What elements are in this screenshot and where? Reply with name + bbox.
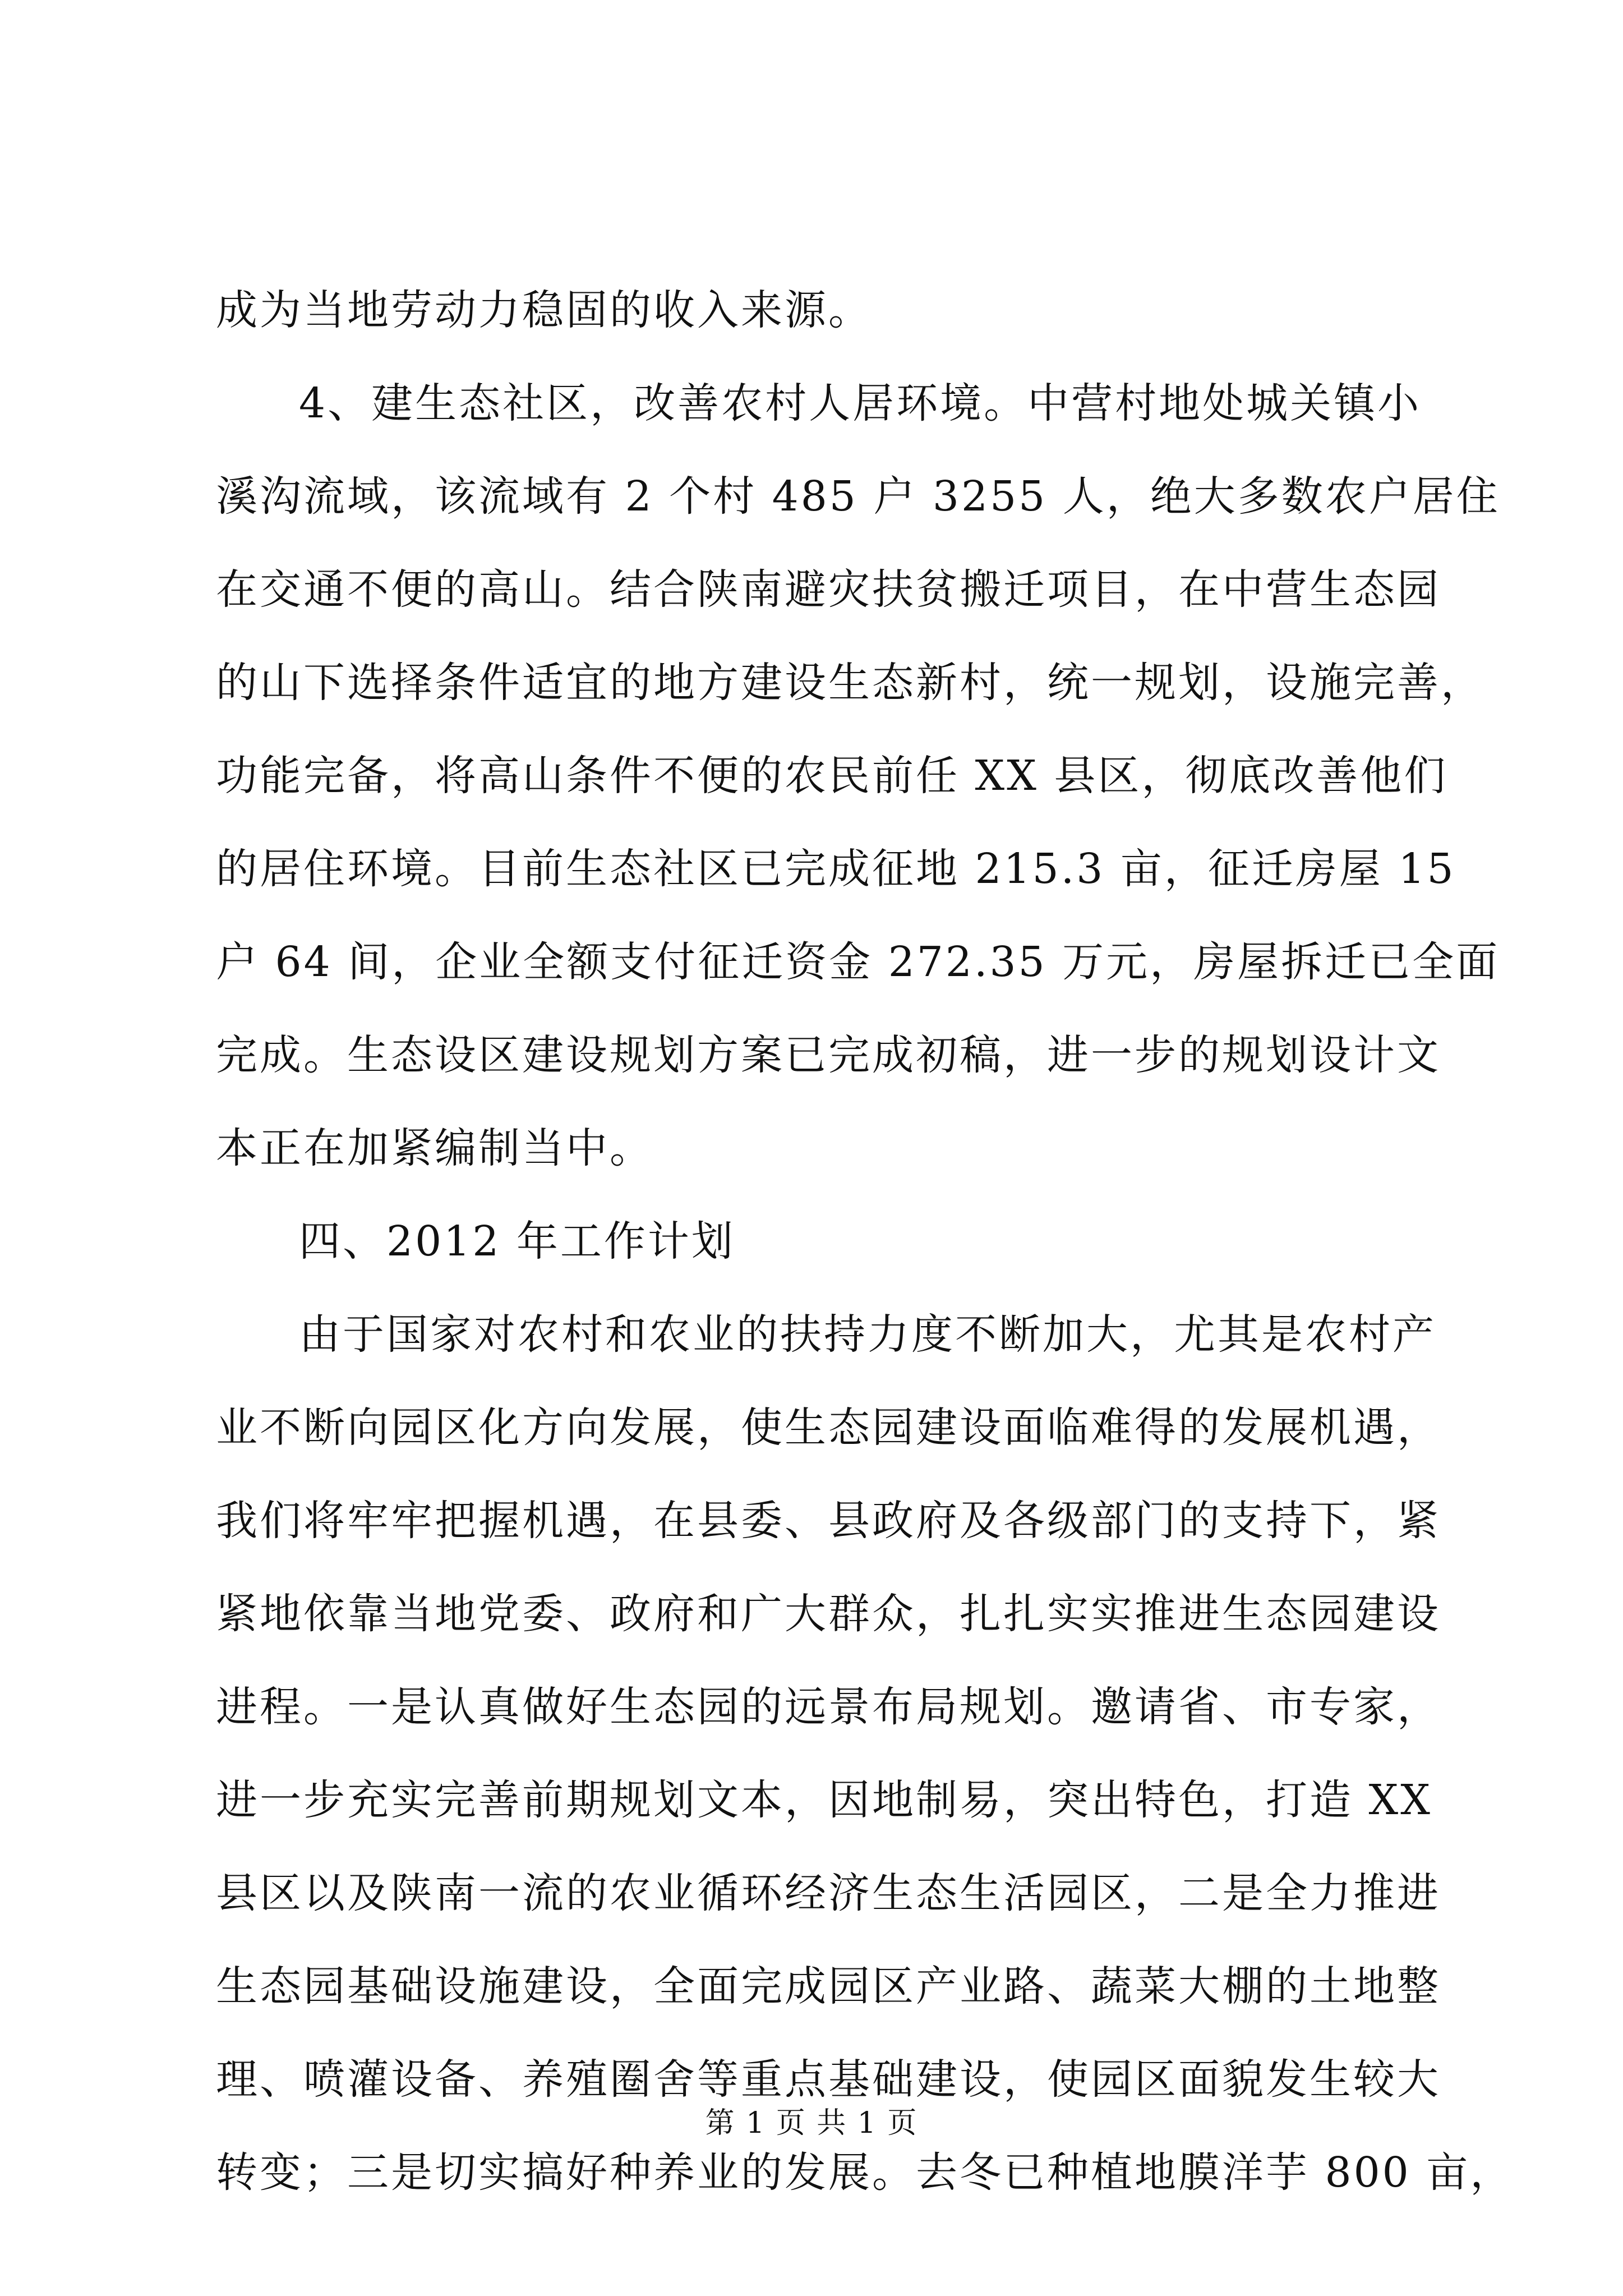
text-line: 的居住环境。目前生态社区已完成征地 215.3 亩，征迁房屋 15 [216, 845, 1456, 893]
text-line: 功能完备，将高山条件不便的农民前任 XX 县区，彻底改善他们 [216, 752, 1448, 800]
body-text [216, 264, 1514, 2219]
text-line: 溪沟流域，该流域有 2 个村 485 户 3255 人，绝大多数农户居住 [216, 472, 1500, 521]
text-line: 4、建生态社区，改善农村人居环境。中营村地处城关镇小 [299, 379, 1422, 427]
text-line: 进一步充实完善前期规划文本，因地制易，突出特色，打造 XX [216, 1776, 1432, 1824]
text-line: 进程。一是认真做好生态园的远景布局规划。邀请省、市专家， [216, 1683, 1441, 1731]
text-line: 户 64 间，企业全额支付征迁资金 272.35 万元，房屋拆迁已全面 [216, 938, 1500, 986]
section-heading: 四、2012 年工作计划 [299, 1217, 735, 1266]
page-number-footer: 第 1 页 共 1 页 [705, 2106, 918, 2140]
text-line: 理、喷灌设备、养殖圈舍等重点基础建设，使园区面貌发生较大 [216, 2055, 1441, 2104]
text-line: 由于国家对农村和农业的扶持力度不断加大，尤其是农村产 [299, 1310, 1436, 1359]
text-line: 完成。生态设区建设规划方案已完成初稿，进一步的规划设计文 [216, 1031, 1441, 1079]
text-line: 本正在加紧编制当中。 [216, 1124, 653, 1172]
text-line: 业不断向园区化方向发展，使生态园建设面临难得的发展机遇， [216, 1404, 1441, 1452]
text-line: 生态园基础设施建设，全面完成园区产业路、蔬菜大棚的土地整 [216, 1962, 1441, 2010]
text-line: 我们将牢牢把握机遇，在县委、县政府及各级部门的支持下，紧 [216, 1497, 1441, 1545]
text-line: 成为当地劳动力稳固的收入来源。 [216, 286, 872, 334]
text-line: 在交通不便的高山。结合陕南避灾扶贫搬迁项目，在中营生态园 [216, 565, 1441, 614]
text-line: 县区以及陕南一流的农业循环经济生态生活园区，二是全力推进 [216, 1869, 1441, 1917]
text-line: 转变；三是切实搞好种养业的发展。去冬已种植地膜洋芋 800 亩， [216, 2148, 1514, 2197]
text-line: 的山下选择条件适宜的地方建设生态新村，统一规划，设施完善， [216, 659, 1484, 707]
text-line: 紧地依靠当地党委、政府和广大群众，扎扎实实推进生态园建设 [216, 1590, 1441, 1638]
